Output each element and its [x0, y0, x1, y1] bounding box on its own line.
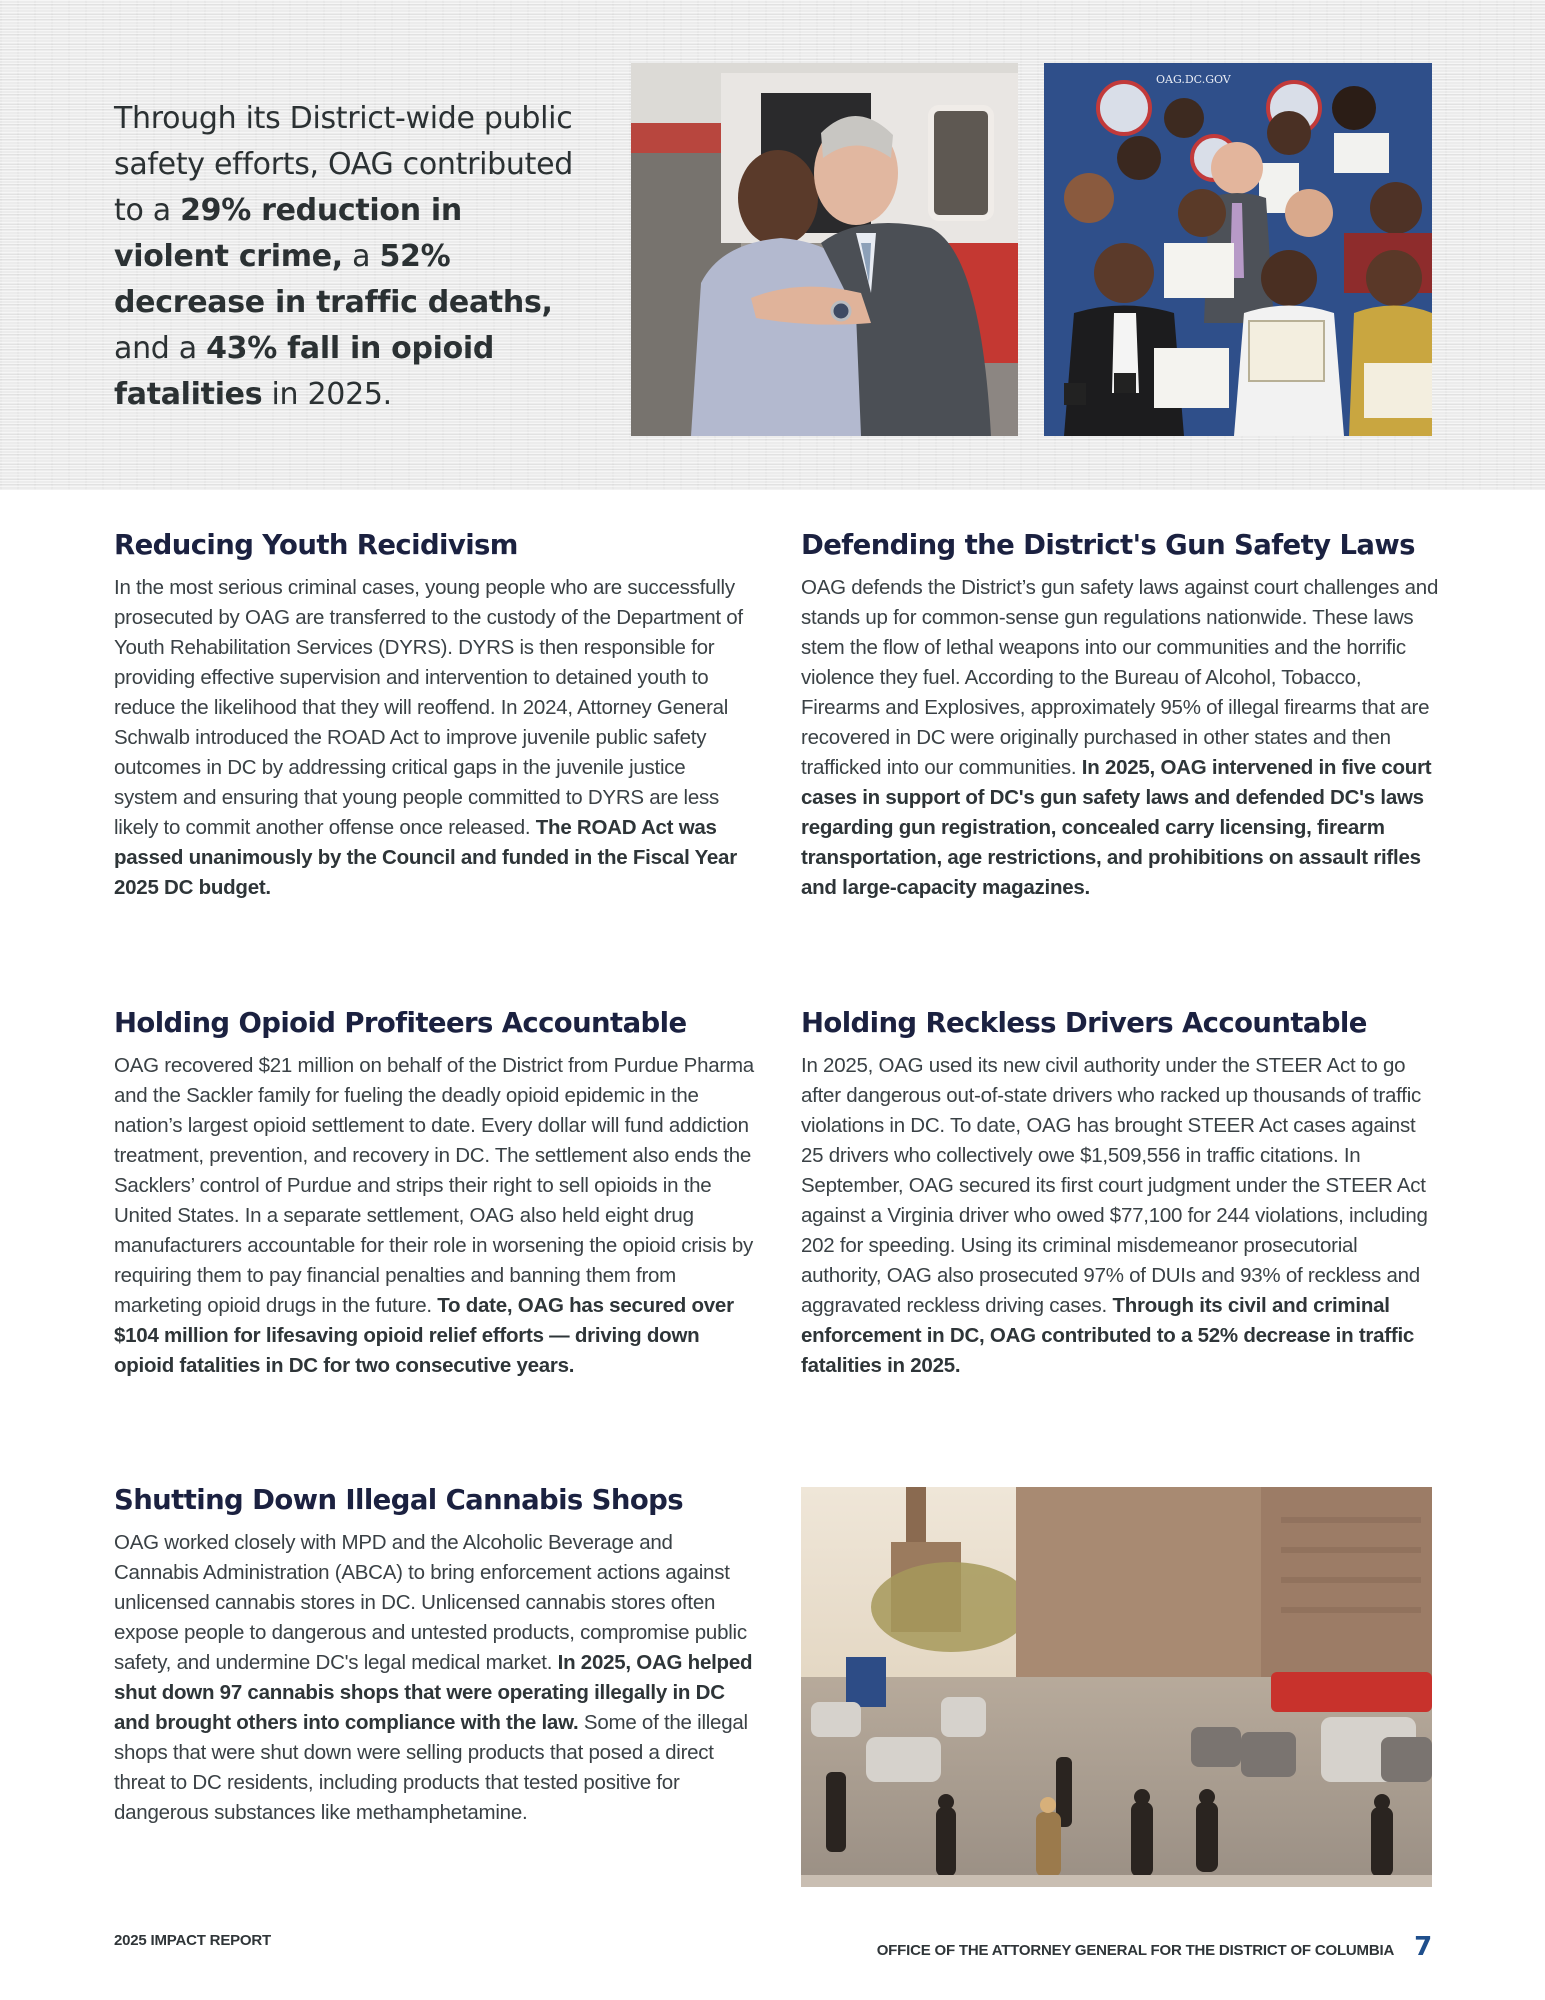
section-title: Shutting Down Illegal Cannabis Shops — [114, 1484, 684, 1516]
page-number: 7 — [1414, 1932, 1432, 1962]
photo-youth-award-group — [1044, 63, 1432, 436]
footer-office-label: OFFICE OF THE ATTORNEY GENERAL FOR THE DISTRICT OF COLUMBIA — [876, 1942, 1395, 1959]
body-highlight: The ROAD Act was passed unanimously by the Council and funded in the Fiscal Year 2025 DC budget. — [114, 816, 737, 899]
body-text: In 2025, OAG used its new civil authority under the STEER Act to go after dangerous out-of-state drivers who racked up thousands of traffic violations in DC. To date, OAG has brought STEER Act cases against 25 drivers who collectively owe $1,509,556 in traffic citations. In September, OAG secured its first court judgment under the STEER Act against a Virginia driver who owed $77,100 for 244 violations, including 202 for speeding. Using its criminal misdemeanor prosecutorial authority, OAG also prosecuted 97% of DUIs and 93% of reckless and aggravated reckless driving cases. — [801, 1054, 1428, 1317]
section-body — [114, 573, 754, 903]
body-text: OAG worked closely with MPD and the Alcoholic Beverage and Cannabis Administration (ABCA) to bring enforcement actions against unlicensed cannabis stores in DC. Unlicensed cannabis stores often expose people to dangerous and untested products, compromise public safety, and undermine DC's legal medical market. — [114, 1531, 747, 1674]
section-illegal-cannabis — [114, 1482, 754, 1828]
section-title: Holding Reckless Drivers Accountable — [801, 1007, 1367, 1039]
section-body — [114, 1528, 754, 1828]
section-body — [801, 573, 1441, 903]
body-highlight: In 2025, OAG intervened in five court cases in support of DC's gun safety laws and defended DC's laws regarding gun registration, concealed carry licensing, firearm transportation, age restrictions, and prohibitions on assault rifles and large-capacity magazines. — [801, 756, 1432, 899]
quote-part: and a — [114, 331, 207, 366]
section-title: Holding Opioid Profiteers Accountable — [114, 1007, 687, 1039]
quote-highlight-opioid-fatalities: 43% fall in opioid fatalities — [114, 331, 495, 412]
body-text-tail: Some of the illegal shops that were shut down were selling products that posed a direct threat to DC residents, including products that tested positive for dangerous substances like methamphetamine. — [114, 1711, 748, 1824]
quote-part: Through its District-wide public safety efforts, OAG contributed to a — [114, 101, 573, 228]
quote-part: in 2025. — [262, 377, 392, 412]
body-highlight: In 2025, OAG helped shut down 97 cannabis shops that were operating illegally in DC and brought others into compliance with the law. — [114, 1651, 753, 1734]
section-body — [114, 1051, 754, 1381]
footer-report-label: 2025 IMPACT REPORT — [114, 1932, 271, 1949]
quote-part: a — [342, 239, 380, 274]
body-text: OAG defends the District’s gun safety laws against court challenges and stands up for common-sense gun regulations nationwide. These laws stem the flow of lethal weapons into our communities and the horrific violence they fuel. According to the Bureau of Alcohol, Tobacco, Firearms and Explosives, approximately 95% of illegal firearms that are recovered in DC were originally purchased in other states and then trafficked into our communities. — [801, 576, 1439, 779]
section-title: Defending the District's Gun Safety Laws — [801, 529, 1415, 561]
section-gun-safety-laws — [801, 527, 1441, 903]
quote-highlight-traffic-deaths: 52% decrease in traffic deaths, — [114, 239, 553, 320]
body-text: In the most serious criminal cases, young people who are successfully prosecuted by OAG are transferred to the custody of the Department of Youth Rehabilitation Services (DYRS). DYRS is then responsible for providing effective supervision and intervention to detained youth to reduce the likelihood that they will reoffend. In 2024, Attorney General Schwalb introduced the ROAD Act to improve juvenile public safety outcomes in DC by addressing critical gaps in the juvenile justice system and ensuring that young people committed to DYRS are less likely to commit another offense once released. — [114, 576, 743, 839]
section-youth-recidivism — [114, 527, 754, 903]
section-opioid-profiteers — [114, 1005, 754, 1381]
section-title: Reducing Youth Recidivism — [114, 529, 518, 561]
hero-banner — [0, 0, 1545, 490]
body-highlight: To date, OAG has secured over $104 million for lifesaving opioid relief efforts — driving down opioid fatalities in DC for two consecutive years. — [114, 1294, 734, 1377]
photo-city-street-crosswalk — [801, 1487, 1432, 1887]
body-text: OAG recovered $21 million on behalf of the District from Purdue Pharma and the Sackler family for fueling the deadly opioid epidemic in the nation’s largest opioid settlement to date. Every dollar will fund addiction treatment, prevention, and recovery in DC. The settlement also ends the Sacklers’ control of Purdue and strips their right to sell opioids in the United States. In a separate settlement, OAG also held eight drug manufacturers accountable for their role in worsening the opioid crisis by requiring them to pay financial penalties and banning them from marketing opioid drugs in the future. — [114, 1054, 754, 1317]
quote-highlight-violent-crime: 29% reduction in violent crime, — [114, 193, 462, 274]
footer-office — [877, 1932, 1432, 1962]
photo-attorney-general-embrace — [631, 63, 1018, 436]
hero-quote — [114, 96, 584, 418]
body-highlight: Through its civil and criminal enforcement in DC, OAG contributed to a 52% decrease in traffic fatalities in 2025. — [801, 1294, 1415, 1377]
backdrop-text: OAG.DC.GOV — [1156, 73, 1231, 86]
section-body — [801, 1051, 1441, 1381]
section-reckless-drivers — [801, 1005, 1441, 1381]
